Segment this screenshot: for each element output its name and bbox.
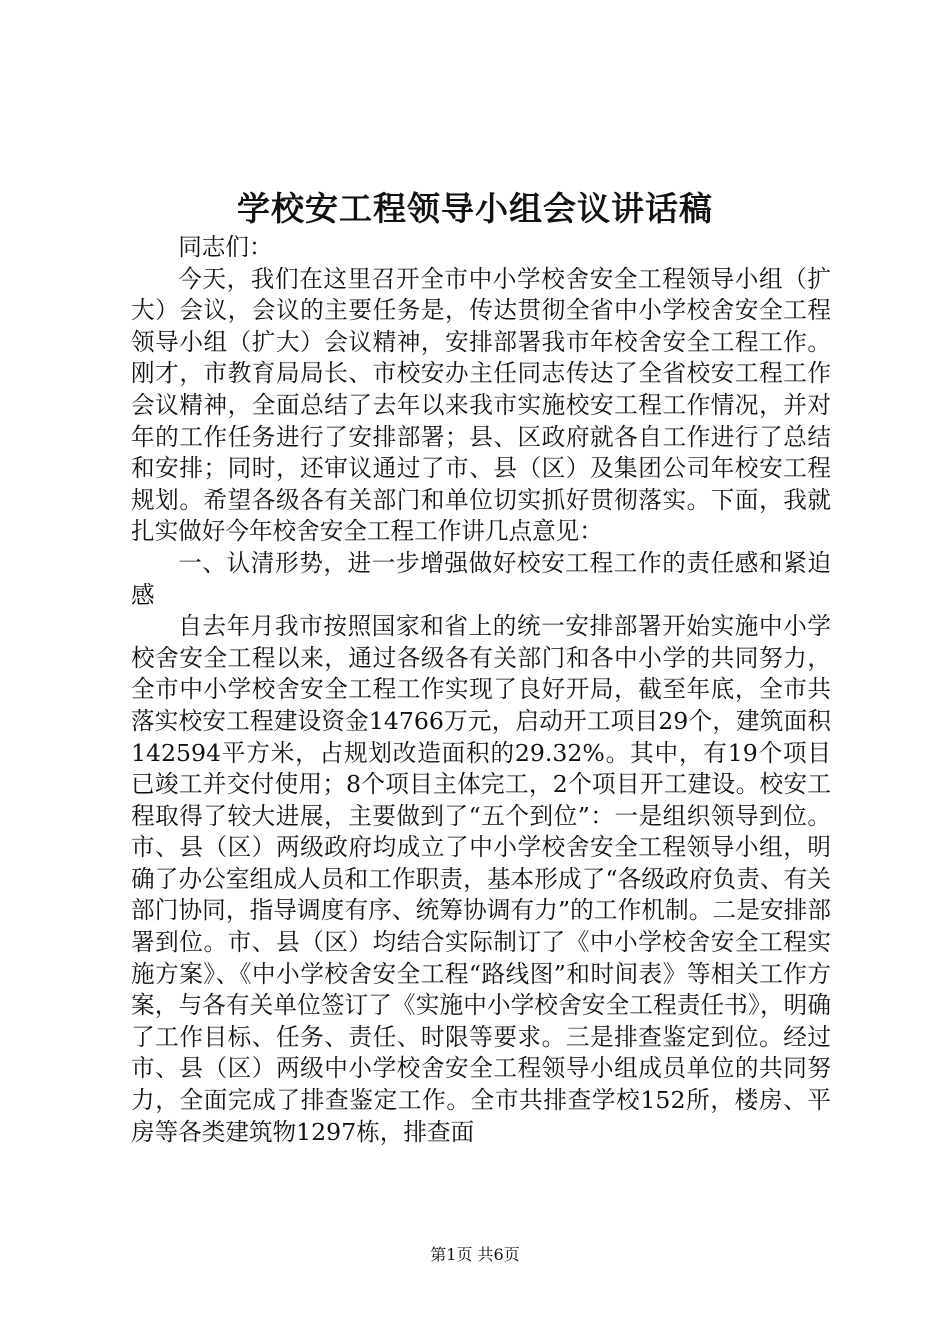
page-number-footer: 第1页 共6页 xyxy=(430,1245,520,1264)
section-1-paragraph: 自去年月我市按照国家和省上的统一安排部署开始实施中小学校舍安全工程以来，通过各级各有关部门和各中小学的共同努力，全市中小学校舍安全工程工作实现了良好开局，截至年底，全市共落实校安工程建设资金14766万元，启动开工项目29个，建筑面积142594平方米，占规划改造面积的29.32%。其中，有19个项目已竣工并交付使用；8个项目主体完工，2个项目开工建设。校安工程取得了较大进展，主要做到了“五个到位”：一是组织领导到位。市、县（区）两级政府均成立了中小学校舍安全工程领导小组，明确了办公室组成人员和工作职责，基本形成了“各级政府负责、有关部门协同，指导调度有序、统筹协调有力”的工作机制。二是安排部署到位。市、县（区）均结合实际制订了《中小学校舍安全工程实施方案》、《中小学校舍安全工程“路线图”和时间表》等相关工作方案，与各有关单位签订了《实施中小学校舍安全工程责任书》，明确了工作目标、任务、责任、时限等要求。三是排查鉴定到位。经过市、县（区）两级中小学校舍安全工程领导小组成员单位的共同努力，全面完成了排查鉴定工作。全市共排查学校152所，楼房、平房等各类建筑物1297栋，排查面 xyxy=(131,612,831,1146)
salutation-paragraph: 同志们： xyxy=(178,233,273,261)
intro-paragraph: 今天，我们在这里召开全市中小学校舍安全工程领导小组（扩大）会议，会议的主要任务是，传达贯彻全省中小学校舍安全工程领导小组（扩大）会议精神，安排部署我市年校舍安全工程工作。刚才，市教育局局长、市校安办主任同志传达了全省校安工程工作会议精神，全面总结了去年以来我市实施校安工程工作情况，并对年的工作任务进行了安排部署；县、区政府就各自工作进行了总结和安排；同时，还审议通过了市、县（区）及集团公司年校安工程规划。希望各级各有关部门和单位切实抓好贯彻落实。下面，我就扎实做好今年校舍安全工程工作讲几点意见： xyxy=(131,264,831,546)
document-body xyxy=(131,232,831,1148)
document-title: 学校安工程领导小组会议讲话稿 xyxy=(237,189,713,228)
section-heading-1: 一、认清形势，进一步增强做好校安工程工作的责任感和紧迫感 xyxy=(131,548,831,609)
